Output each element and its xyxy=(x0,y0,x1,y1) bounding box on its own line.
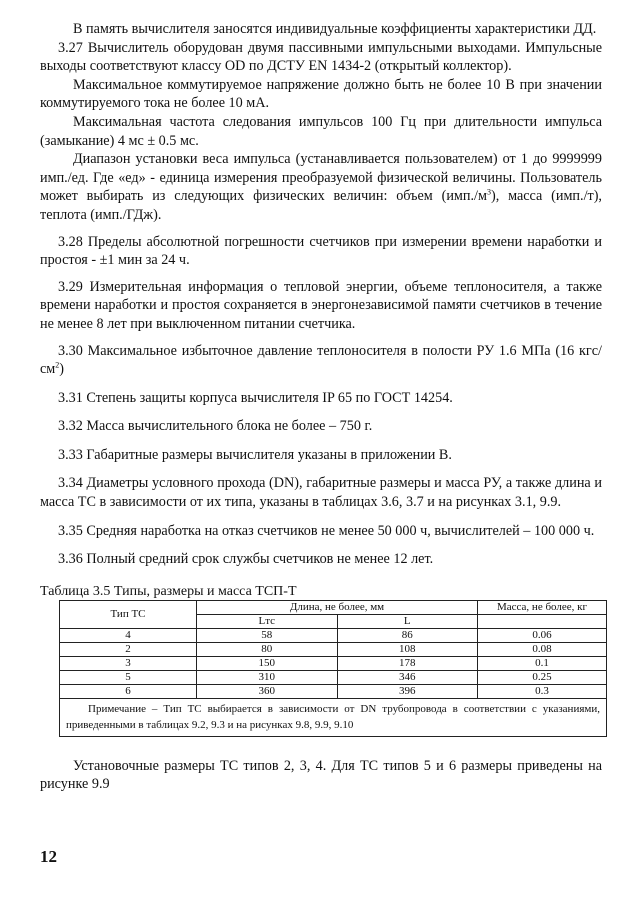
paragraph-installation-dimensions: Установочные размеры ТС типов 2, 3, 4. Для ТС типов 5 и 6 размеры приведены на рисунке 9.9 xyxy=(40,757,602,793)
paragraph-max-frequency: Максимальная частота следования импульсов 100 Гц при длительности импульса (замыкание) 4 мс ± 0.5 мс. xyxy=(40,113,602,149)
paragraph-3-36: 3.36 Полный средний срок службы счетчиков не менее 12 лет. xyxy=(58,551,434,568)
cell-type: 2 xyxy=(60,642,197,656)
cell-ltc: 360 xyxy=(197,684,338,698)
cell-l: 108 xyxy=(337,642,477,656)
paragraph-3-35: 3.35 Средняя наработка на отказ счетчиков не менее 50 000 ч, вычислителей – 100 000 ч. xyxy=(58,522,595,539)
page-number: 12 xyxy=(40,847,57,866)
pulse-range-text: Диапазон установки веса импульса (устанавливается пользователем) от 1 до 9999999 имп./ед. Где «ед» - единица измерения преобразуемой физической величины. Пользователь может выбирать из следующих физических величин: объем (имп./м xyxy=(40,151,602,205)
cell-mass: 0.1 xyxy=(478,656,607,670)
table-row xyxy=(60,642,607,656)
cell-ltc: 150 xyxy=(197,656,338,670)
pressure-text-end: ) xyxy=(59,361,65,378)
paragraph-3-30 xyxy=(40,342,602,379)
cell-mass: 0.3 xyxy=(478,684,607,698)
header-ltc: Lтс xyxy=(197,614,338,628)
paragraph-pulse-range xyxy=(40,150,602,224)
cell-type: 3 xyxy=(60,656,197,670)
table-note-row xyxy=(60,698,607,736)
cell-ltc: 310 xyxy=(197,670,338,684)
table-row xyxy=(60,684,607,698)
header-type: Тип ТС xyxy=(60,600,197,628)
table-row xyxy=(60,656,607,670)
table-header-row xyxy=(60,600,607,614)
header-l: L xyxy=(337,614,477,628)
header-mass: Масса, не более, кг xyxy=(478,600,607,614)
cell-type: 4 xyxy=(60,628,197,642)
cell-l: 396 xyxy=(337,684,477,698)
table-caption: Таблица 3.5 Типы, размеры и масса ТСП-Т xyxy=(40,583,297,599)
document-page xyxy=(40,20,602,794)
paragraph-3-27: 3.27 Вычислитель оборудован двумя пассивными импульсными выходами. Импульсные выходы соответствуют классу OD по ДСТУ EN 1434-2 (открытый коллектор). xyxy=(40,39,602,75)
cell-type: 6 xyxy=(60,684,197,698)
cell-mass: 0.25 xyxy=(478,670,607,684)
paragraph-3-32: 3.32 Масса вычислительного блока не более – 750 г. xyxy=(58,418,373,435)
paragraph-3-33: 3.33 Габаритные размеры вычислителя указаны в приложении В. xyxy=(58,446,452,463)
paragraph-3-34: 3.34 Диаметры условного прохода (DN), габаритные размеры и масса РУ, а также длина и масса ТС в зависимости от их типа, указаны в таблицах 3.6, 3.7 и на рисунках 3.1, 9.9. xyxy=(40,475,602,511)
paragraph-max-voltage: Максимальное коммутируемое напряжение должно быть не более 10 В при значении коммутируемого тока не более 10 мА. xyxy=(40,76,602,112)
paragraph-3-31: 3.31 Степень защиты корпуса вычислителя IP 65 по ГОСТ 14254. xyxy=(58,389,453,406)
paragraph-coefficients: В память вычислителя заносятся индивидуальные коэффициенты характеристики ДД. xyxy=(73,21,597,37)
header-length: Длина, не более, мм xyxy=(197,600,478,614)
cell-type: 5 xyxy=(60,670,197,684)
superscript-3: 3 xyxy=(486,187,491,197)
pulse-range-text-end: ), масса (имп./т), теплота (имп./ГДж). xyxy=(40,188,602,223)
cell-ltc: 58 xyxy=(197,628,338,642)
table-row xyxy=(60,628,607,642)
table-row xyxy=(60,670,607,684)
cell-ltc: 80 xyxy=(197,642,338,656)
header-mass-empty xyxy=(478,614,607,628)
superscript-2: 2 xyxy=(55,360,60,370)
paragraph-3-29: 3.29 Измерительная информация о тепловой энергии, объеме теплоносителя, а также времени наработки и простоя сохраняется в энергонезависимой памяти счетчиков в течение не менее 8 лет при выключенном питании счетчика. xyxy=(40,278,602,332)
cell-mass: 0.08 xyxy=(478,642,607,656)
cell-l: 178 xyxy=(337,656,477,670)
pressure-text: 3.30 Максимальное избыточное давление теплоносителя в полости РУ 1.6 МПа (16 кгс/см xyxy=(40,342,602,378)
sensor-table xyxy=(59,600,607,737)
table-note: Примечание – Тип ТС выбирается в зависимости от DN трубопровода в соответствии с указаниями, приведенными в таблицах 9.2, 9.3 и на рисунках 9.8, 9.9, 9.10 xyxy=(60,698,607,736)
cell-mass: 0.06 xyxy=(478,628,607,642)
cell-l: 86 xyxy=(337,628,477,642)
paragraph-3-28: 3.28 Пределы абсолютной погрешности счетчиков при измерении времени наработки и простоя - ±1 мин за 24 ч. xyxy=(40,233,602,269)
cell-l: 346 xyxy=(337,670,477,684)
